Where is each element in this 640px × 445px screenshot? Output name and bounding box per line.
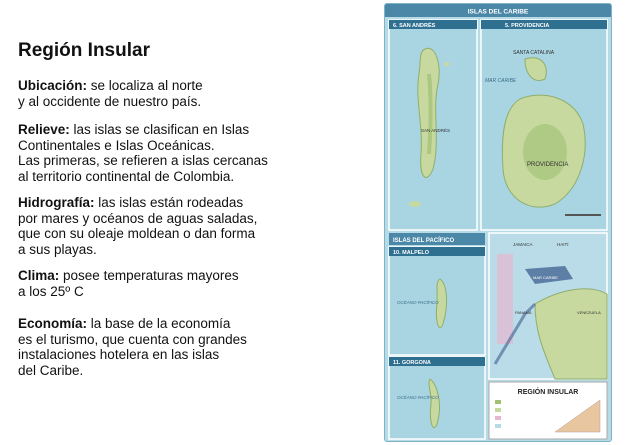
section-text: las islas están rodeadas — [98, 195, 244, 210]
section-text: por mares y océanos de aguas saladas, — [18, 210, 258, 226]
panama-label: PANAMÁ — [515, 310, 532, 315]
region-map — [384, 3, 612, 442]
panel-san-andres-title: 6. SAN ANDRÉS — [393, 23, 436, 29]
section-text: a los 25º C — [18, 283, 84, 299]
section-1 — [18, 122, 268, 184]
island-label-sa: SAN ANDRÉS — [421, 128, 451, 133]
section-3 — [18, 268, 239, 299]
panel-malpelo-title: 10. MALPELO — [393, 250, 430, 256]
section-text: Las primeras, se refieren a islas cercanas — [18, 153, 268, 168]
map-header: ISLAS DEL CARIBE — [467, 8, 529, 16]
venezuela-label: VENEZUELA — [577, 310, 601, 315]
santa-catalina-label: SANTA CATALINA — [513, 50, 555, 56]
section-text: Continentales e Islas Oceánicas. — [18, 137, 215, 153]
section-text: instalaciones hotelera en las islas — [18, 347, 220, 362]
section-text: las islas se clasifican en Islas — [73, 122, 250, 137]
mar-caribe-label: MAR CARIBE — [485, 78, 517, 84]
haiti-label: HAITÍ — [557, 242, 569, 247]
section-text: es el turismo, que cuenta con grandes — [18, 331, 247, 347]
section-0 — [18, 78, 203, 109]
section-text: posee temperaturas mayores — [63, 268, 239, 283]
section-label: Hidrografía: — [18, 195, 95, 210]
section-text: la base de la economía — [90, 316, 231, 331]
section-label: Economía: — [18, 316, 88, 331]
section-text: al territorio continental de Colombia. — [18, 168, 235, 184]
section-text: se localiza al norte — [90, 78, 203, 93]
jamaica-label: JAMAICA — [513, 242, 533, 247]
mar-caribe-small-label: MAR CARIBE — [533, 275, 558, 280]
oceano-pacifico-label-1: OCÉANO PACÍFICO — [397, 300, 439, 305]
section-line — [18, 195, 257, 211]
section-text: que con su oleaje moldean o dan forma — [18, 226, 256, 241]
section-line — [18, 268, 239, 284]
panel-gorgona-title: 11. GORGONA — [393, 360, 431, 366]
section-2 — [18, 195, 257, 257]
page-title: Región Insular — [18, 40, 150, 61]
section-line — [18, 122, 268, 138]
section-line — [18, 78, 203, 94]
section-text: del Caribe. — [18, 362, 84, 378]
section-line — [18, 316, 247, 332]
section-text: y al occidente de nuestro país. — [18, 93, 202, 109]
island-label-prov: PROVIDENCIA — [527, 162, 569, 168]
section-4 — [18, 316, 247, 378]
section-text: a sus playas. — [18, 241, 97, 257]
pacific-header: ISLAS DEL PACÍFICO — [393, 238, 455, 244]
section-label: Ubicación: — [18, 78, 88, 93]
section-label: Relieve: — [18, 122, 70, 137]
legend-title: REGIÓN INSULAR — [517, 389, 579, 396]
section-label: Clima: — [18, 268, 60, 283]
panel-providencia-title: 5. PROVIDENCIA — [505, 23, 550, 29]
oceano-pacifico-label-2: OCÉANO PACÍFICO — [397, 395, 439, 400]
